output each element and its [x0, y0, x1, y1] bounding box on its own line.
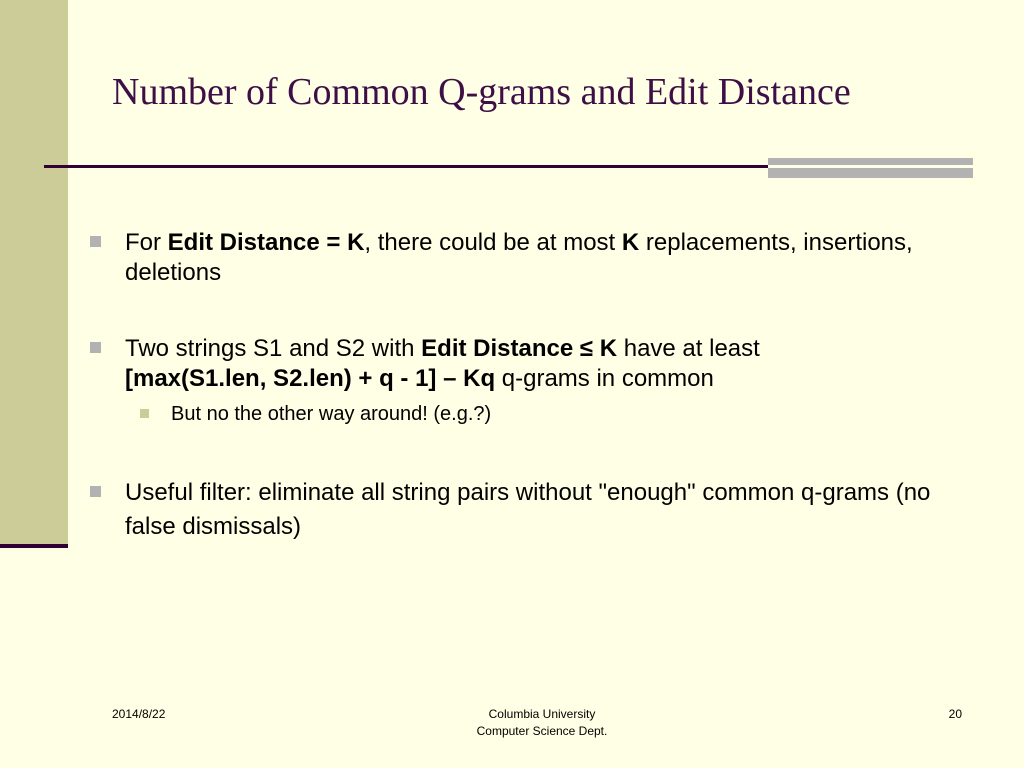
sub-bullet-text: But no the other way around! (e.g.?): [171, 403, 492, 425]
sub-bullet-other-way: [140, 401, 940, 427]
square-sub-bullet-icon: [140, 409, 149, 418]
title-rule-accent: [768, 158, 973, 178]
bullet-bold-text: Edit Distance ≤ K: [421, 335, 618, 362]
bullet-bold-text: K: [621, 229, 640, 256]
footer-page-number: 20: [948, 707, 962, 721]
square-bullet-icon: [90, 342, 101, 353]
square-bullet-icon: [90, 236, 101, 247]
footer-org-line2: Computer Science Dept.: [476, 724, 608, 738]
bullet-text-part: q-grams in common: [495, 365, 714, 392]
bullet-common-qgrams: [90, 334, 950, 394]
footer-date: 2014/8/22: [112, 707, 166, 721]
footer-org-line1: Columbia University: [488, 707, 596, 721]
left-decorative-band: [0, 0, 68, 548]
bullet-text: Useful filter: eliminate all string pairs without "enough" common q-grams (no false dismissals): [125, 479, 931, 540]
slide-title: Number of Common Q-grams and Edit Distance: [112, 71, 851, 113]
bullet-text-part: , there could be at most: [364, 229, 622, 256]
bullet-text-part: have at least: [617, 335, 760, 362]
footer-organization: [432, 706, 652, 740]
square-bullet-icon: [90, 486, 101, 497]
bullet-bold-text: [max(S1.len, S2.len) + q - 1] – Kq: [125, 365, 496, 392]
bullet-edit-distance: [90, 228, 950, 288]
bullet-text-part: For: [125, 229, 168, 256]
bullet-text-part: replacements, insertions, deletions: [125, 229, 913, 286]
bullet-text: [125, 228, 950, 288]
bullet-bold-text: Edit Distance = K: [167, 229, 365, 256]
bullet-useful-filter: [90, 476, 950, 544]
bullet-text: [125, 334, 950, 394]
bullet-text-part: Two strings S1 and S2 with: [125, 335, 422, 362]
left-band-underline: [0, 544, 68, 548]
